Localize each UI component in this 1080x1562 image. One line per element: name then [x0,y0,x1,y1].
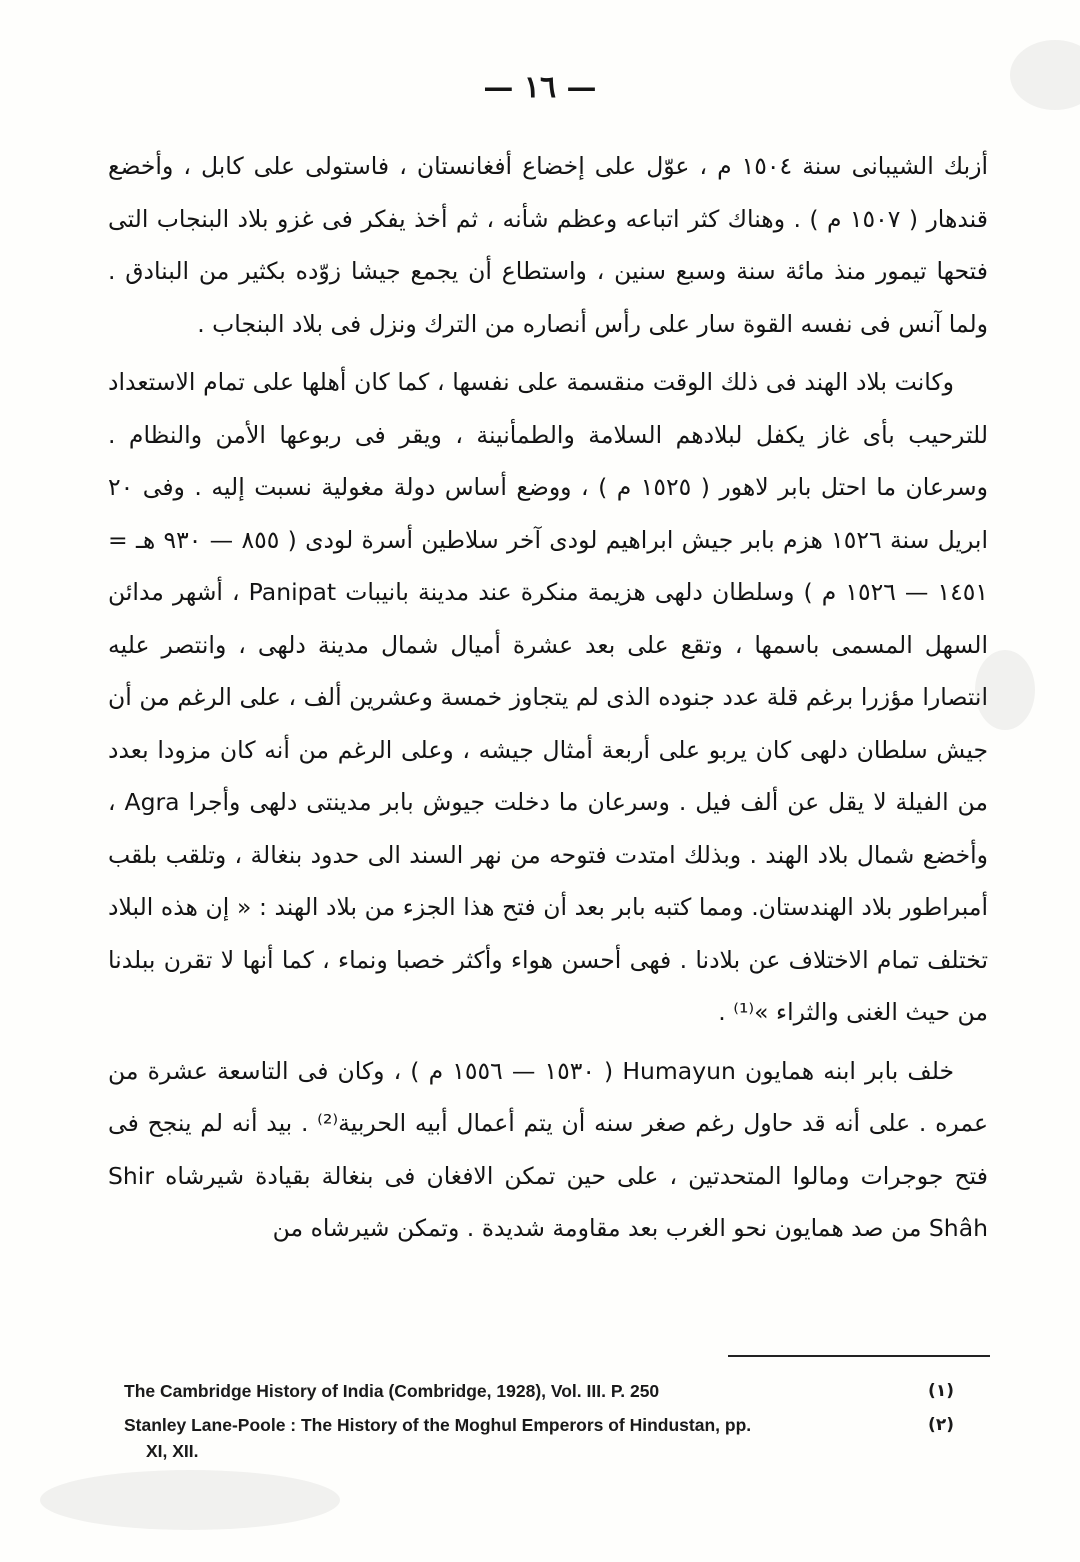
footnote-mark: (٢) [928,1415,954,1435]
text-line: وكانت بلاد الهند فى ذلك الوقت منقسمة على نفسها ، كما كان أهلها على تمام الاستعداد [108,368,954,396]
text-line: للترحيب بأى غاز يكفل لبلادهم السلامة والطمأنينة ، ويقر فى ربوعها الأمن والنظام . [108,420,988,449]
text-line: عمره . على أنه قد حاول رغم صغر سنه أن يتم أعمال أبيه الحربية⁽²⁾ . بيد أنه لم ينجح [147,1109,989,1137]
text-line: بانيبات Panipat ، أشهر مدائن السهل المسمى باسمها ، وتقع على بعد عشرة أميال شمال [108,578,988,659]
text-line: من حيث الغنى والثراء »⁽¹⁾ . [718,998,988,1026]
text-line: امتدت فتوحه من نهر السند الى حدود بنغالة ، وتلقب بلقب أمبراطور بلاد الهندستان. [108,840,988,921]
text-line: Shir Shâh من صد همايون نحو الغرب بعد مقاومة شديدة . وتمكن شيرشاه من [108,1161,988,1242]
text-line: ومما كتبه بابر بعد أن فتح هذا الجزء من بلاد الهند : « إن هذه البلاد تختلف تمام [108,893,988,974]
text-line: ما دخلت جيوش بابر مدينتى دلهى وأجرا Agra ، وأخضع شمال بلاد الهند . وبذلك [108,788,988,869]
footnotes [124,1378,954,1472]
text-line: مدينة دلهى ، وانتصر عليه انتصارا مؤزرا برغم قلة عدد جنوده الذى لم يتجاوز خمسة [108,630,988,711]
text-line: ونزل فى بلاد البنجاب . [197,309,417,338]
paper-smudge [40,1470,340,1530]
footnote-text-continued: XI, XII. [146,1441,199,1461]
page-number: — ١٦ — [483,70,597,105]
footnote-text: The Cambridge History of India (Combridge, 1928), Vol. III. P. 250 [124,1381,660,1401]
footnote [124,1412,954,1464]
paragraph [108,140,988,350]
text-line: ( ٨٥٥ — ٩٣٠ هـ = ١٤٥١ — ١٥٢٦ م ) وسلطان دلهى هزيمة منكرة عند مدينة [108,525,988,606]
text-line: زوّده بكثير من البنادق . ولما آنس فى نفسه القوة سار على رأس أنصاره من الترك [108,257,988,338]
body-text [108,140,988,1255]
footnote-mark: (١) [928,1381,954,1401]
text-line: غزو بلاد البنجاب التى فتحها تيمور منذ مائة سنة وسبع سنين ، واستطاع أن يجمع جيشا [108,204,988,285]
text-line: وعشرين ألف ، على الرغم من أن جيش سلطان دلهى كان يربو على أربعة أمثال [108,683,988,764]
footnote-text: Stanley Lane-Poole : The History of the Moghul Emperors of Hindustan, pp. [124,1415,752,1435]
paragraph [108,1045,988,1255]
text-line: أزبك الشيبانى سنة ١٥٠٤ م ، عوّل على إخضاع أفغانستان ، فاستولى على كابل ، [183,152,988,180]
footnote [124,1378,954,1404]
text-line: الاختلاف عن بلادنا . فهى أحسن هواء وأكثر خصبا ونماء ، كما أنها لا تقرن ببلدنا [108,945,869,974]
text-line: فى فتح جوجرات ومالوا المتحدتين ، على حين تمكن الافغان فى بنغالة بقيادة شيرشاه [108,1109,988,1190]
paragraph [108,356,988,1039]
text-line: وفى ٢٠ ابريل سنة ١٥٢٦ هزم بابر جيش ابراهيم لودى آخر سلاطين أسرة لودى [108,473,988,554]
text-line: خلف بابر ابنه همايون Humayun ( ١٥٣٠ — ١٥٥٦ م ) ، وكان فى التاسعة عشرة من [108,1056,955,1085]
footnote-separator [728,1355,990,1357]
text-line: وأخضع قندهار ( ١٥٠٧ م ) . وهناك كثر اتباعه وعظم شأنه ، ثم أخذ يفكر فى [108,152,988,233]
text-line: جيشه ، وعلى الرغم من أنه كان مزودا بعدد من الفيلة لا يقل عن ألف فيل . وسرعان [108,735,988,816]
text-line: وسرعان ما احتل بابر لاهور ( ١٥٢٥ م ) ، ووضع أساس دولة مغولية نسبت إليه . [194,473,988,501]
